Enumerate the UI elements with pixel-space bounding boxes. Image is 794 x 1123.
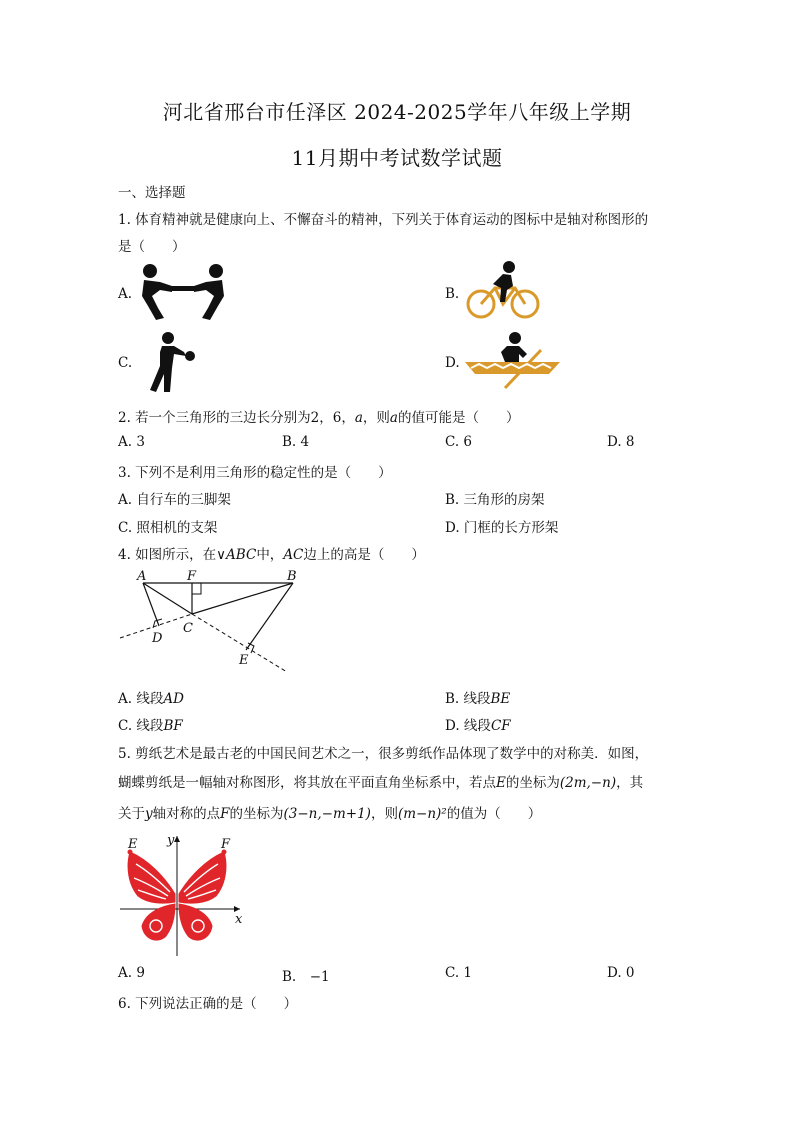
q5-coord-f: (3−n,−m+1) <box>283 806 371 822</box>
q2-option-a: A. 3 <box>118 434 145 450</box>
q6-text: 6. 下列说法正确的是（ ） <box>118 996 298 1012</box>
tug-of-war-icon <box>138 262 228 322</box>
section-heading: 一、选择题 <box>118 185 186 201</box>
q5-expression: (m−n)² <box>397 806 447 822</box>
q1-option-b-label: B. <box>445 286 460 302</box>
cyclist-icon <box>463 260 543 322</box>
q5-option-c: C. 1 <box>445 965 473 981</box>
exam-title-line1: 河北省邢台市任泽区 2024-2025学年八年级上学期 <box>162 100 632 124</box>
exam-title-line2: 11月期中考试数学试题 <box>291 146 503 170</box>
q2-option-c: C. 6 <box>445 434 473 450</box>
q4-option-d: D. 线段CF <box>445 718 511 734</box>
rowing-icon <box>465 330 560 396</box>
q4-text: 4. 如图所示，在∨ABC中，AC边上的高是（ ） <box>118 547 425 563</box>
q1-option-d-label: D. <box>445 355 460 371</box>
q3-option-b: B. 三角形的房架 <box>445 492 545 508</box>
volleyball-player-icon <box>140 330 200 394</box>
q2-text: 2. 若一个三角形的三边长分别为2，6，a，则a的值可能是（ ） <box>118 410 520 426</box>
q5-text-line2: 蝴蝶剪纸是一幅轴对称图形，将其放在平面直角坐标系中，若点E的坐标为(2m,−n)，其 <box>118 775 644 791</box>
q3-option-d: D. 门框的长方形架 <box>445 520 559 536</box>
q1-option-a-label: A. <box>118 286 133 302</box>
q4-option-a: A. 线段AD <box>118 691 184 707</box>
q4-triangle-figure <box>115 566 300 681</box>
q4-label-a: A <box>137 569 147 584</box>
q1-text-line1: 1. 体育精神就是健康向上、不懈奋斗的精神，下列关于体育运动的图标中是轴对称图形的 <box>118 212 649 228</box>
q4-label-b: B <box>287 569 297 584</box>
q2-var-a: a <box>354 410 363 426</box>
q3-text: 3. 下列不是利用三角形的稳定性的是（ ） <box>118 465 392 481</box>
q2-var-a2: a <box>389 410 398 426</box>
q5-text-line3: 关于y轴对称的点F的坐标为(3−n,−m+1)，则(m−n)²的值为（ ） <box>118 806 542 822</box>
q4-triangle: ∨ABC <box>216 547 257 563</box>
q4-side-ac: AC <box>283 547 304 563</box>
q5-option-a: A. 9 <box>118 965 145 981</box>
q4-option-c: C. 线段BF <box>118 718 183 734</box>
q5-coord-e: (2m,−n) <box>559 775 617 791</box>
q5-option-b: B. −1 <box>282 969 330 985</box>
q5-label-f: F <box>221 837 231 852</box>
q4-label-f: F <box>187 569 197 584</box>
q3-option-c: C. 照相机的支架 <box>118 520 218 536</box>
q5-text-line1: 5. 剪纸艺术是最古老的中国民间艺术之一，很多剪纸作品体现了数学中的对称美．如图， <box>118 746 649 762</box>
q2-option-b: B. 4 <box>282 434 310 450</box>
q4-label-e: E <box>239 653 249 668</box>
q5-label-e: E <box>128 837 138 852</box>
q3-option-a: A. 自行车的三脚架 <box>118 492 231 508</box>
butterfly-figure <box>118 832 248 957</box>
q5-label-x: x <box>235 912 243 927</box>
q1-text-line2: 是（ ） <box>118 239 186 255</box>
q4-label-c: C <box>183 621 193 636</box>
q5-option-d: D. 0 <box>607 965 635 981</box>
q5-label-y: y <box>167 833 175 848</box>
q2-option-d: D. 8 <box>607 434 635 450</box>
q4-label-d: D <box>152 631 163 646</box>
q1-option-c-label: C. <box>118 355 133 371</box>
q4-option-b: B. 线段BE <box>445 691 511 707</box>
